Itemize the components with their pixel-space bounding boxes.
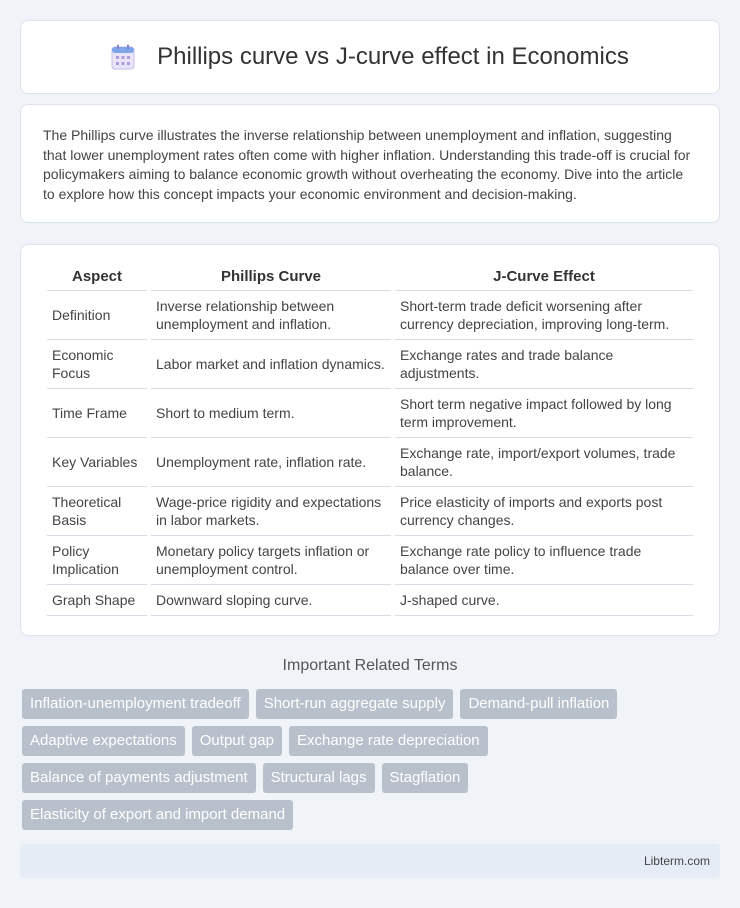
jcurve-cell: Short term negative impact followed by long term improvement. <box>395 389 693 438</box>
jcurve-cell: Exchange rates and trade balance adjustments. <box>395 340 693 389</box>
related-term-tag[interactable]: Short-run aggregate supply <box>256 689 454 719</box>
jcurve-cell: Exchange rate, import/export volumes, trade balance. <box>395 438 693 487</box>
table-row <box>47 291 693 340</box>
table-row <box>47 340 693 389</box>
calendar-icon <box>111 44 135 70</box>
jcurve-cell: Exchange rate policy to influence trade balance over time. <box>395 536 693 585</box>
phillips-cell: Inverse relationship between unemployment and inflation. <box>151 291 391 340</box>
comparison-table <box>43 263 697 616</box>
table-header-row <box>47 263 693 291</box>
aspect-cell: Economic Focus <box>47 340 147 389</box>
page-title: Phillips curve vs J-curve effect in Economics <box>157 43 629 70</box>
table-row <box>47 487 693 536</box>
related-terms-list <box>22 689 722 837</box>
related-term-tag[interactable]: Output gap <box>192 726 282 756</box>
intro-paragraph: The Phillips curve illustrates the inverse relationship between unemployment and inflation, suggesting that lower unemployment rates often come with higher inflation. Understanding this trade-off is crucial for policymakers aiming to balance economic growth without overheating the economy. Dive into the article to explore how this concept impacts your economic environment and decision-making. <box>43 127 691 202</box>
intro-card <box>20 104 720 223</box>
related-terms-heading: Important Related Terms <box>282 657 458 674</box>
comparison-table-card <box>20 244 720 636</box>
aspect-cell: Policy Implication <box>47 536 147 585</box>
column-header: Phillips Curve <box>151 263 391 291</box>
aspect-cell: Definition <box>47 291 147 340</box>
aspect-cell: Key Variables <box>47 438 147 487</box>
table-row <box>47 389 693 438</box>
related-term-tag[interactable]: Elasticity of export and import demand <box>22 800 293 830</box>
related-term-tag[interactable]: Structural lags <box>263 763 375 793</box>
table-row <box>47 585 693 616</box>
phillips-cell: Labor market and inflation dynamics. <box>151 340 391 389</box>
related-term-tag[interactable]: Balance of payments adjustment <box>22 763 256 793</box>
footer <box>20 844 720 878</box>
related-term-tag[interactable]: Stagflation <box>382 763 469 793</box>
table-row <box>47 536 693 585</box>
related-term-tag[interactable]: Inflation-unemployment tradeoff <box>22 689 249 719</box>
column-header: Aspect <box>47 263 147 291</box>
footer-site-link[interactable]: Libterm.com <box>643 854 710 868</box>
aspect-cell: Theoretical Basis <box>47 487 147 536</box>
phillips-cell: Monetary policy targets inflation or unemployment control. <box>151 536 391 585</box>
aspect-cell: Time Frame <box>47 389 147 438</box>
phillips-cell: Wage-price rigidity and expectations in labor markets. <box>151 487 391 536</box>
phillips-cell: Downward sloping curve. <box>151 585 391 616</box>
related-term-tag[interactable]: Adaptive expectations <box>22 726 185 756</box>
jcurve-cell: Short-term trade deficit worsening after currency depreciation, improving long-term. <box>395 291 693 340</box>
jcurve-cell: Price elasticity of imports and exports post currency changes. <box>395 487 693 536</box>
aspect-cell: Graph Shape <box>47 585 147 616</box>
column-header: J-Curve Effect <box>395 263 693 291</box>
phillips-cell: Short to medium term. <box>151 389 391 438</box>
related-term-tag[interactable]: Demand-pull inflation <box>460 689 617 719</box>
jcurve-cell: J-shaped curve. <box>395 585 693 616</box>
related-term-tag[interactable]: Exchange rate depreciation <box>289 726 488 756</box>
phillips-cell: Unemployment rate, inflation rate. <box>151 438 391 487</box>
table-row <box>47 438 693 487</box>
header-card <box>20 20 720 94</box>
